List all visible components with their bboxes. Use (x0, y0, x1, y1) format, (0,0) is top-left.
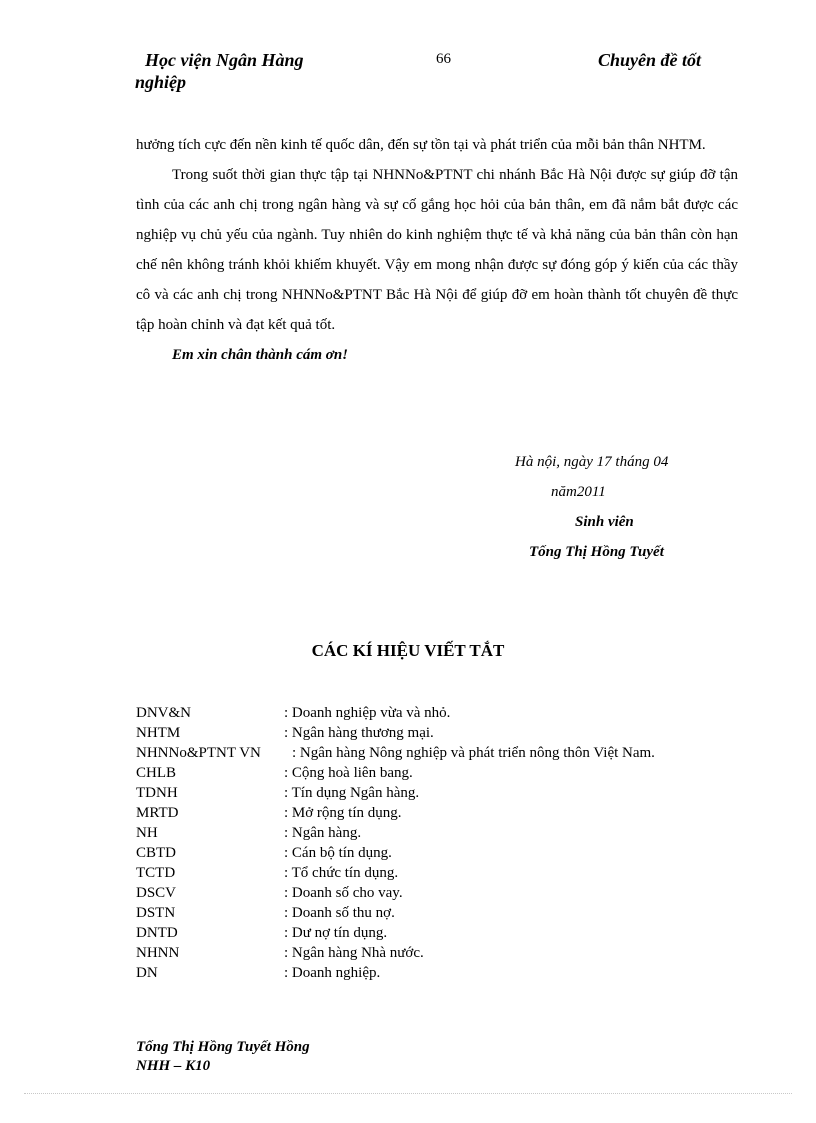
abbreviation-row (136, 763, 776, 783)
footer-author-name: Tống Thị Hồng Tuyết Hồng (136, 1039, 310, 1055)
abbreviation-definition: : Doanh nghiệp. (284, 965, 381, 981)
body-text (136, 130, 738, 370)
abbreviation-definition: : Ngân hàng Nông nghiệp và phát triển nông thôn Việt Nam. (292, 745, 655, 761)
paragraph-1: hưởng tích cực đến nền kinh tế quốc dân, đến sự tồn tại và phát triển của mỗi bản thân NHTM. (136, 137, 706, 153)
abbreviation-definition: : Doanh số cho vay. (284, 885, 403, 901)
abbreviation-term: NHNN (136, 945, 180, 961)
abbreviation-row (136, 863, 776, 883)
abbreviation-term: TCTD (136, 865, 176, 881)
abbreviation-term: CHLB (136, 765, 177, 781)
header-institution (135, 49, 435, 93)
abbreviation-term: MRTD (136, 805, 179, 821)
abbreviations-list (136, 703, 776, 983)
abbreviation-definition: : Ngân hàng thương mại. (284, 725, 434, 741)
abbreviation-term: DSTN (136, 905, 176, 921)
abbreviation-definition: : Doanh nghiệp vừa và nhỏ. (284, 705, 451, 721)
page-number: 66 (436, 51, 451, 67)
abbreviation-definition: : Tổ chức tín dụng. (284, 865, 399, 881)
thanks-line: Em xin chân thành cám ơn! (172, 347, 349, 363)
abbreviation-definition: : Mở rộng tín dụng. (284, 805, 402, 821)
abbreviation-term: DNTD (136, 925, 178, 941)
signature-role: Sinh viên (575, 514, 634, 530)
abbreviation-row (136, 903, 776, 923)
footer-author (136, 1038, 310, 1076)
abbreviation-term: DSCV (136, 885, 177, 901)
abbreviation-row (136, 883, 776, 903)
abbreviation-row (136, 743, 776, 763)
signature-name: Tống Thị Hồng Tuyết (529, 544, 664, 560)
abbreviation-row (136, 783, 776, 803)
abbreviation-row (136, 843, 776, 863)
abbreviation-definition: : Ngân hàng. (284, 825, 362, 841)
abbreviation-definition: : Cộng hoà liên bang. (284, 765, 413, 781)
abbreviation-term: NHNNo&PTNT VN (136, 745, 261, 761)
abbreviation-row (136, 803, 776, 823)
header-topic: Chuyên đề tốt (598, 50, 702, 70)
abbreviation-row (136, 943, 776, 963)
abbreviation-row (136, 923, 776, 943)
abbreviation-row (136, 823, 776, 843)
abbreviation-row (136, 963, 776, 983)
header-institution-line1: Học viện Ngân Hàng (145, 50, 304, 70)
abbreviation-term: CBTD (136, 845, 177, 861)
abbreviation-definition: : Doanh số thu nợ. (284, 905, 395, 921)
abbreviation-term: TDNH (136, 785, 178, 801)
abbreviation-definition: : Dư nợ tín dụng. (284, 925, 388, 941)
footer-author-class: NHH – K10 (136, 1058, 211, 1074)
abbreviation-definition: : Ngân hàng Nhà nước. (284, 945, 424, 961)
abbreviation-term: DNV&N (136, 705, 191, 721)
abbreviation-row (136, 703, 776, 723)
abbreviation-term: NHTM (136, 725, 181, 741)
footer-rule (24, 1093, 792, 1094)
abbreviation-row (136, 723, 776, 743)
signature-date-line1: Hà nội, ngày 17 tháng 04 (515, 454, 669, 470)
header-institution-line2: nghiệp (135, 72, 187, 92)
abbreviation-definition: : Cán bộ tín dụng. (284, 845, 392, 861)
abbreviation-term: DN (136, 965, 158, 981)
paragraph-2: Trong suốt thời gian thực tập tại NHNNo&PTNT chi nhánh Bắc Hà Nội được sự giúp đỡ tận tình của các anh chị trong ngân hàng và sự cố gắng học hỏi của bản thân, em đã nắm bắt được các nghiệp vụ chủ yếu của ngành. Tuy nhiên do kinh nghiệm thực tế và khả năng của bản thân còn hạn chế nên không tránh khỏi khiếm khuyết. Vậy em mong nhận được sự đóng góp ý kiến của các thầy cô và các anh chị trong NHNNo&PTNT Bắc Hà Nội để giúp đỡ em hoàn thành tốt chuyên đề thực tập hoàn chỉnh và đạt kết quả tốt. (136, 167, 738, 333)
abbreviations-title: CÁC KÍ HIỆU VIẾT TẮT (311, 641, 505, 660)
signature-date-line2: năm2011 (551, 484, 606, 500)
abbreviation-term: NH (136, 825, 158, 841)
abbreviation-definition: : Tín dụng Ngân hàng. (284, 785, 420, 801)
